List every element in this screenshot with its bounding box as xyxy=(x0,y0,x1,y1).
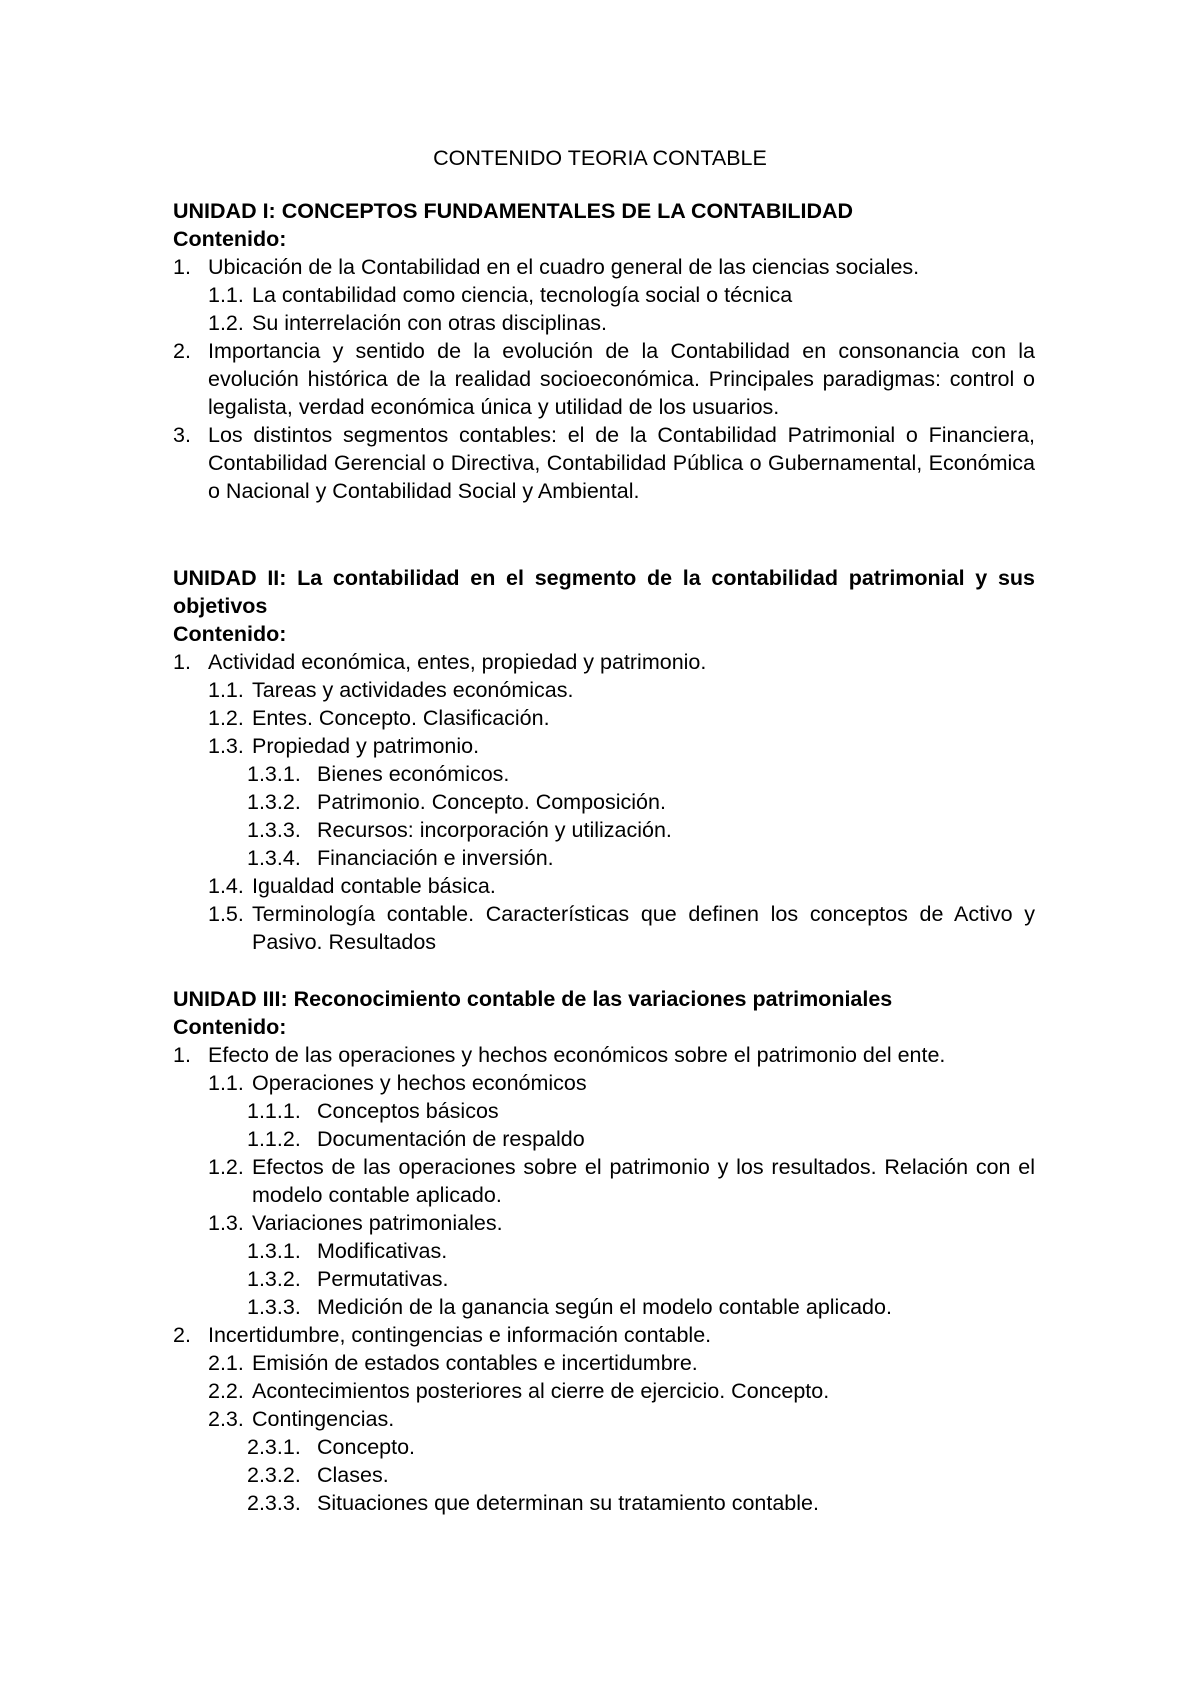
item-number: 1.2. xyxy=(208,1155,244,1179)
item-number: 2.3. xyxy=(208,1407,244,1431)
unit-2-contenido-label: Contenido: xyxy=(173,622,287,646)
item-number: 1.1.1. xyxy=(247,1099,301,1123)
list-item xyxy=(173,1433,1035,1461)
item-text: Situaciones que determinan su tratamiento contable. xyxy=(317,1491,819,1515)
item-number: 2.3.1. xyxy=(247,1435,301,1459)
item-text: Clases. xyxy=(317,1463,389,1487)
item-text: Propiedad y patrimonio. xyxy=(252,734,480,758)
item-number: 1. xyxy=(173,650,191,674)
item-number: 1.1. xyxy=(208,1071,244,1095)
unit-2-title: La contabilidad en el segmento de la contabilidad patrimonial y sus objetivos xyxy=(173,566,1036,618)
item-text: Entes. Concepto. Clasificación. xyxy=(252,706,550,730)
list-item xyxy=(173,900,1035,956)
item-text: Su interrelación con otras disciplinas. xyxy=(252,311,607,335)
list-item xyxy=(173,1209,1035,1237)
unit-1 xyxy=(173,197,1035,505)
unit-2 xyxy=(173,564,1035,956)
item-text: Efecto de las operaciones y hechos económicos sobre el patrimonio del ente. xyxy=(208,1043,946,1067)
list-item xyxy=(173,788,1035,816)
item-number: 1.4. xyxy=(208,874,244,898)
item-number: 1.2. xyxy=(208,311,244,335)
item-number: 2.1. xyxy=(208,1351,244,1375)
list-item xyxy=(173,1321,1035,1349)
list-item xyxy=(173,676,1035,704)
item-text: Modificativas. xyxy=(317,1239,448,1263)
item-text: Tareas y actividades económicas. xyxy=(252,678,574,702)
list-item xyxy=(173,1069,1035,1097)
list-item xyxy=(173,872,1035,900)
list-item xyxy=(173,1461,1035,1489)
list-item xyxy=(173,844,1035,872)
item-number: 1.3.3. xyxy=(247,1295,301,1319)
item-number: 1.3.1. xyxy=(247,762,301,786)
item-text: Operaciones y hechos económicos xyxy=(252,1071,587,1095)
list-item xyxy=(173,1489,1035,1517)
item-text: Conceptos básicos xyxy=(317,1099,499,1123)
unit-3 xyxy=(173,985,1035,1517)
list-item xyxy=(173,816,1035,844)
item-text: Permutativas. xyxy=(317,1267,449,1291)
item-text: Medición de la ganancia según el modelo contable aplicado. xyxy=(317,1295,892,1319)
item-number: 1.3. xyxy=(208,1211,244,1235)
item-text: Bienes económicos. xyxy=(317,762,510,786)
list-item xyxy=(173,648,1035,676)
item-text: Incertidumbre, contingencias e información contable. xyxy=(208,1323,712,1347)
item-number: 1.3.3. xyxy=(247,818,301,842)
item-text: Patrimonio. Concepto. Composición. xyxy=(317,790,666,814)
list-item xyxy=(173,253,1035,281)
item-number: 1.2. xyxy=(208,706,244,730)
item-number: 1.3.2. xyxy=(247,790,301,814)
item-text: Recursos: incorporación y utilización. xyxy=(317,818,672,842)
list-item xyxy=(173,337,1035,421)
list-item xyxy=(173,421,1035,505)
unit-1-label: UNIDAD I: xyxy=(173,199,276,223)
list-item xyxy=(173,760,1035,788)
item-text: Efectos de las operaciones sobre el patrimonio y los resultados. Relación con el modelo contable aplicado. xyxy=(252,1155,1035,1207)
item-number: 3. xyxy=(173,423,191,447)
item-text: Variaciones patrimoniales. xyxy=(252,1211,503,1235)
item-text: Los distintos segmentos contables: el de la Contabilidad Patrimonial o Financiera, Contabilidad Gerencial o Directiva, Contabilidad Pública o Gubernamental, Económica o Nacional y Contabilidad Social y Ambiental. xyxy=(208,423,1035,503)
item-number: 1.3.1. xyxy=(247,1239,301,1263)
list-item xyxy=(173,1125,1035,1153)
item-text: Emisión de estados contables e incertidumbre. xyxy=(252,1351,698,1375)
item-text: La contabilidad como ciencia, tecnología social o técnica xyxy=(252,283,793,307)
item-number: 1. xyxy=(173,255,191,279)
item-number: 1.1.2. xyxy=(247,1127,301,1151)
unit-3-label: UNIDAD III: xyxy=(173,987,288,1011)
item-text: Terminología contable. Características que definen los conceptos de Activo y Pasivo. Resultados xyxy=(252,902,1035,954)
document-title: CONTENIDO TEORIA CONTABLE xyxy=(433,146,767,170)
item-number: 2. xyxy=(173,1323,191,1347)
list-item xyxy=(173,704,1035,732)
item-text: Concepto. xyxy=(317,1435,416,1459)
item-number: 1. xyxy=(173,1043,191,1067)
list-item xyxy=(173,1265,1035,1293)
list-item xyxy=(173,1153,1035,1209)
list-item xyxy=(173,309,1035,337)
item-text: Igualdad contable básica. xyxy=(252,874,496,898)
list-item xyxy=(173,281,1035,309)
list-item xyxy=(173,1293,1035,1321)
item-number: 2. xyxy=(173,339,191,363)
list-item xyxy=(173,1349,1035,1377)
item-text: Importancia y sentido de la evolución de la Contabilidad en consonancia con la evolución histórica de la realidad socioeconómica. Principales paradigmas: control o legalista, verdad económica única y utilidad de los usuarios. xyxy=(208,339,1035,419)
item-number: 1.3.4. xyxy=(247,846,301,870)
list-item xyxy=(173,732,1035,760)
item-number: 1.1. xyxy=(208,678,244,702)
list-item xyxy=(173,1405,1035,1433)
list-item xyxy=(173,1097,1035,1125)
list-item xyxy=(173,1041,1035,1069)
unit-1-contenido-label: Contenido: xyxy=(173,227,287,251)
item-number: 2.3.2. xyxy=(247,1463,301,1487)
item-text: Acontecimientos posteriores al cierre de ejercicio. Concepto. xyxy=(252,1379,830,1403)
unit-2-heading xyxy=(173,564,1035,620)
item-number: 2.2. xyxy=(208,1379,244,1403)
item-number: 1.3. xyxy=(208,734,244,758)
unit-1-title: CONCEPTOS FUNDAMENTALES DE LA CONTABILIDAD xyxy=(281,199,854,223)
unit-3-contenido-label: Contenido: xyxy=(173,1015,287,1039)
item-number: 2.3.3. xyxy=(247,1491,301,1515)
unit-2-label: UNIDAD II: xyxy=(173,566,287,590)
item-text: Ubicación de la Contabilidad en el cuadro general de las ciencias sociales. xyxy=(208,255,920,279)
item-text: Actividad económica, entes, propiedad y patrimonio. xyxy=(208,650,707,674)
list-item xyxy=(173,1237,1035,1265)
item-text: Contingencias. xyxy=(252,1407,395,1431)
list-item xyxy=(173,1377,1035,1405)
item-text: Financiación e inversión. xyxy=(317,846,554,870)
item-number: 1.1. xyxy=(208,283,244,307)
item-number: 1.5. xyxy=(208,902,244,926)
item-number: 1.3.2. xyxy=(247,1267,301,1291)
unit-3-title: Reconocimiento contable de las variaciones patrimoniales xyxy=(293,987,893,1011)
unit-3-heading xyxy=(173,985,1035,1013)
unit-1-heading xyxy=(173,197,1035,225)
item-text: Documentación de respaldo xyxy=(317,1127,585,1151)
